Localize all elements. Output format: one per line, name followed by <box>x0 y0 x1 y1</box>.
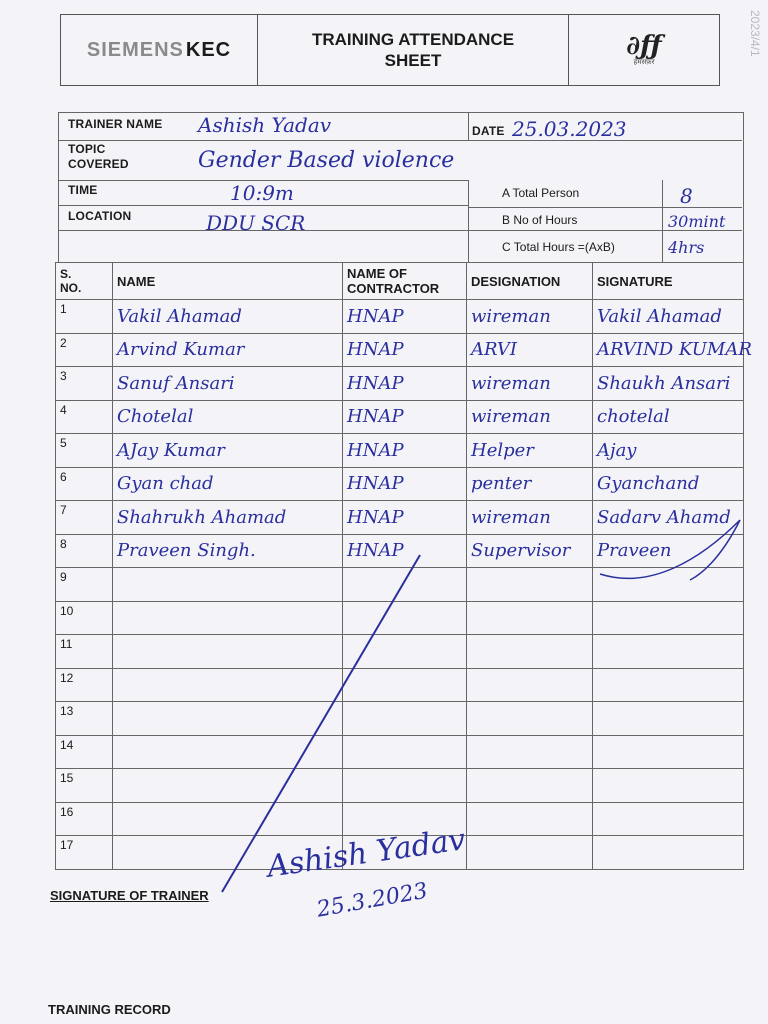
contractor-name: HNAP <box>347 506 404 528</box>
signature-flourish <box>600 520 740 580</box>
date-label: DATE <box>472 124 505 138</box>
location-value: DDU SCR <box>206 211 306 235</box>
trainer-name-label: TRAINER NAME <box>68 117 163 131</box>
attendee-name: Vakil Ahamad <box>117 305 242 327</box>
total-person-value: 8 <box>680 184 693 208</box>
attendee-signature: Shaukh Ansari <box>597 372 731 394</box>
date-value: 25.03.2023 <box>512 117 627 141</box>
contractor-name: HNAP <box>347 473 404 495</box>
total-person-label: A Total Person <box>502 186 580 200</box>
title-line-2: SHEET <box>384 51 442 70</box>
title-line-1: TRAINING ATTENDANCE <box>311 30 515 49</box>
designation-value: Supervisor <box>471 540 571 562</box>
trainer-signature: Ashish Yadav <box>265 822 468 885</box>
attendee-signature: Sadarv Ahamd <box>597 506 731 528</box>
row-number: 11 <box>60 637 73 651</box>
time-label: TIME <box>68 183 98 197</box>
contractor-name: HNAP <box>347 372 404 394</box>
col-sno-line-1: S. <box>60 267 72 281</box>
row-number: 16 <box>60 804 74 819</box>
row-number: 10 <box>60 603 74 618</box>
row-number: 5 <box>60 436 67 450</box>
attendee-signature: ARVIND KUMAR <box>597 339 752 361</box>
trainer-signature-date: 25.3.2023 <box>315 878 430 923</box>
row-number: 6 <box>60 469 67 484</box>
location-label: LOCATION <box>68 209 132 223</box>
edge-stamp: 2023/4/1 <box>748 10 762 57</box>
contractor-name: HNAP <box>347 305 404 327</box>
col-signature: SIGNATURE <box>593 263 744 300</box>
col-sno-line-2: NO. <box>60 281 82 295</box>
signature-of-trainer-label: SIGNATURE OF TRAINER <box>50 888 209 903</box>
railway-logo-icon: ∂ƒƒ <box>626 30 662 61</box>
attendee-signature: Vakil Ahamad <box>597 305 722 327</box>
kec-text: KEC <box>185 38 232 61</box>
row-number: 17 <box>60 838 74 852</box>
row-number: 12 <box>60 670 74 685</box>
designation-value: wireman <box>471 406 551 428</box>
siemens-text: SIEMENS <box>86 38 184 61</box>
designation-value: Helper <box>471 439 534 461</box>
contractor-name: HNAP <box>347 439 404 461</box>
attendee-signature: Ajay <box>597 439 637 461</box>
row-number: 4 <box>60 402 67 417</box>
attendee-name: Chotelal <box>117 406 194 428</box>
attendee-signature: Praveen <box>597 540 672 562</box>
topic-label-1: TOPIC <box>68 142 106 156</box>
designation-value: ARVI <box>471 339 518 361</box>
row-number: 7 <box>60 503 67 517</box>
row-number: 8 <box>60 536 67 551</box>
row-number: 13 <box>60 704 74 718</box>
contractor-name: HNAP <box>347 339 404 361</box>
row-number: 3 <box>60 369 67 383</box>
contractor-name: HNAP <box>347 406 404 428</box>
total-hours-value: 4hrs <box>668 238 705 257</box>
attendee-name: Sanuf Ansari <box>117 372 235 394</box>
no-of-hours-label: B No of Hours <box>502 213 578 227</box>
col-designation: DESIGNATION <box>467 263 593 300</box>
designation-value: wireman <box>471 506 551 528</box>
attendee-signature: chotelal <box>597 406 670 428</box>
attendee-name: Gyan chad <box>117 473 214 495</box>
topic-value: Gender Based violence <box>198 148 455 173</box>
railway-logo-tagline: हमसफ़र <box>633 58 655 66</box>
designation-value: wireman <box>471 305 551 327</box>
topic-label-2: COVERED <box>68 157 129 171</box>
designation-value: wireman <box>471 372 551 394</box>
training-record-label: TRAINING RECORD <box>48 1002 171 1017</box>
col-contractor-line-1: NAME OF <box>347 266 407 281</box>
trainer-name-value: Ashish Yadav <box>198 113 332 137</box>
attendee-name: AJay Kumar <box>117 439 225 461</box>
row-number: 9 <box>60 570 67 584</box>
contractor-name: HNAP <box>347 540 404 562</box>
col-contractor-line-2: CONTRACTOR <box>347 281 440 296</box>
attendee-signature: Gyanchand <box>597 473 700 495</box>
row-number: 15 <box>60 771 74 785</box>
time-value: 10:9m <box>230 181 294 205</box>
col-name: NAME <box>113 263 343 300</box>
designation-value: penter <box>471 473 532 495</box>
row-number: 14 <box>60 737 74 752</box>
no-of-hours-value: 30mint <box>668 212 726 231</box>
row-number: 2 <box>60 335 67 350</box>
attendee-name: Arvind Kumar <box>117 339 245 361</box>
attendee-name: Shahrukh Ahamad <box>117 506 287 528</box>
attendee-name: Praveen Singh. <box>117 540 256 562</box>
row-number: 1 <box>60 302 67 316</box>
total-hours-label: C Total Hours =(AxB) <box>502 240 615 254</box>
